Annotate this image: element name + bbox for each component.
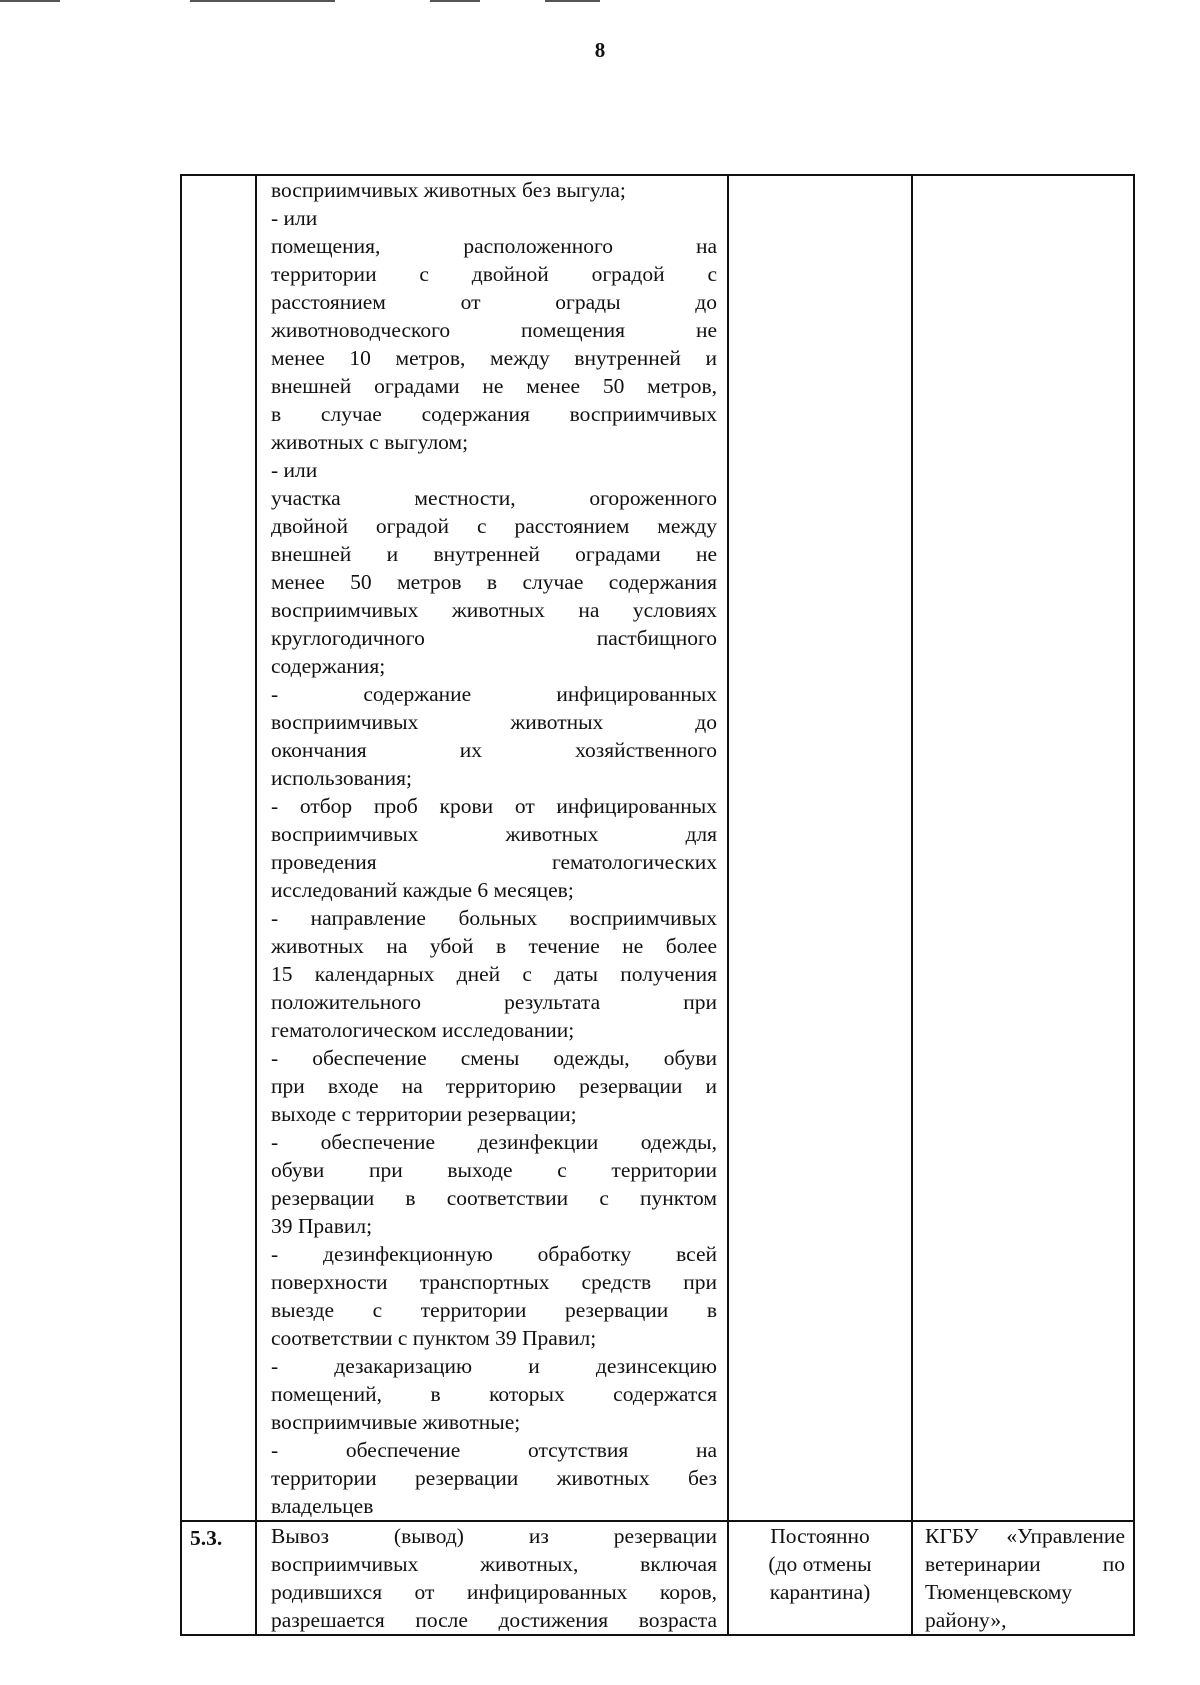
text-line: восприимчивые животные; — [271, 1410, 521, 1434]
text-line: животных с выгулом; — [271, 430, 469, 454]
text-line: выезде с территории резервации в — [271, 1298, 717, 1322]
text-line: 15 календарных дней с даты получения — [271, 962, 717, 986]
text-line: родившихся от инфицированных коров, — [271, 1580, 717, 1604]
scan-artifact-line — [545, 0, 600, 2]
text-line: восприимчивых животных до — [271, 710, 717, 734]
term-line: Постоянно — [770, 1524, 870, 1548]
responsible-cell — [912, 175, 1134, 1521]
text-line: расстоянием от ограды до — [271, 290, 717, 314]
text-line: восприимчивых животных, включая — [271, 1552, 717, 1576]
text-line: территории резервации животных без — [271, 1466, 717, 1490]
scan-artifact-line — [430, 0, 480, 2]
text-line: соответствии с пунктом 39 Правил; — [271, 1326, 597, 1350]
text-line: восприимчивых животных для — [271, 822, 717, 846]
text-line: менее 50 метров в случае содержания — [271, 570, 717, 594]
text-line: Тюменцевскому — [925, 1580, 1073, 1604]
text-line: при входе на территорию резервации и — [271, 1074, 717, 1098]
text-line: - дезакаризацию и дезинсекцию — [271, 1354, 717, 1378]
text-line: менее 10 метров, между внутренней и — [271, 346, 717, 370]
table-row — [181, 1521, 1134, 1635]
text-line: - обеспечение дезинфекции одежды, — [271, 1130, 717, 1154]
text-line: району», — [925, 1608, 1007, 1632]
text-line: - или — [271, 458, 318, 482]
text-line: исследований каждые 6 месяцев; — [271, 878, 574, 902]
text-line: резервации в соответствии с пунктом — [271, 1186, 717, 1210]
text-line: КГБУ «Управление — [925, 1524, 1125, 1548]
term-line: карантина) — [769, 1580, 871, 1604]
text-line: - дезинфекционную обработку всей — [271, 1242, 717, 1266]
text-line: территории с двойной оградой с — [271, 262, 717, 286]
text-line: - направление больных восприимчивых — [271, 906, 717, 930]
text-line: помещения, расположенного на — [271, 234, 717, 258]
text-line: животных на убой в течение не более — [271, 934, 717, 958]
text-line: в случае содержания восприимчивых — [271, 402, 717, 426]
text-line: выходе с территории резервации; — [271, 1102, 577, 1126]
text-line: положительного результата при — [271, 990, 717, 1014]
text-line: обуви при выходе с территории — [271, 1158, 717, 1182]
text-line: двойной оградой с расстоянием между — [271, 514, 717, 538]
table-row — [181, 175, 1134, 1521]
text-line: окончания их хозяйственного — [271, 738, 717, 762]
text-line: внешней и внутренней оградами не — [271, 542, 717, 566]
text-line: владельцев — [271, 1494, 374, 1518]
text-line: содержания; — [271, 654, 386, 678]
page-number: 8 — [594, 38, 606, 62]
text-line: проведения гематологических — [271, 850, 717, 874]
row-number-cell: 5.3. — [181, 1521, 256, 1635]
text-line: Вывоз (вывод) из резервации — [271, 1524, 717, 1548]
text-line: - обеспечение отсутствия на — [271, 1438, 717, 1462]
text-line: круглогодичного пастбищного — [271, 626, 717, 650]
text-line: - или — [271, 206, 318, 230]
text-line: гематологическом исследовании; — [271, 1018, 575, 1042]
text-line: восприимчивых животных без выгула; — [271, 178, 626, 202]
term-cell — [728, 1521, 912, 1635]
text-line: 39 Правил; — [271, 1214, 373, 1238]
action-cell — [256, 175, 728, 1521]
term-cell — [728, 175, 912, 1521]
text-line: животноводческого помещения не — [271, 318, 717, 342]
text-line: - содержание инфицированных — [271, 682, 717, 706]
text-line: - обеспечение смены одежды, обуви — [271, 1046, 717, 1070]
scan-artifact-line — [190, 0, 335, 2]
text-line: поверхности транспортных средств при — [271, 1270, 717, 1294]
term-line: (до отмены — [768, 1552, 872, 1576]
responsible-cell — [912, 1521, 1134, 1635]
text-line: восприимчивых животных на условиях — [271, 598, 717, 622]
text-line: участка местности, огороженного — [271, 486, 717, 510]
text-line: использования; — [271, 766, 412, 790]
text-line: помещений, в которых содержатся — [271, 1382, 717, 1406]
text-line: внешней оградами не менее 50 метров, — [271, 374, 717, 398]
action-cell — [256, 1521, 728, 1635]
scan-artifact-line — [0, 0, 60, 2]
text-line: разрешается после достижения возраста — [271, 1608, 717, 1632]
text-line: ветеринарии по — [925, 1552, 1125, 1576]
row-number-cell — [181, 175, 256, 1521]
measures-table — [180, 174, 1135, 1636]
text-line: - отбор проб крови от инфицированных — [271, 794, 717, 818]
